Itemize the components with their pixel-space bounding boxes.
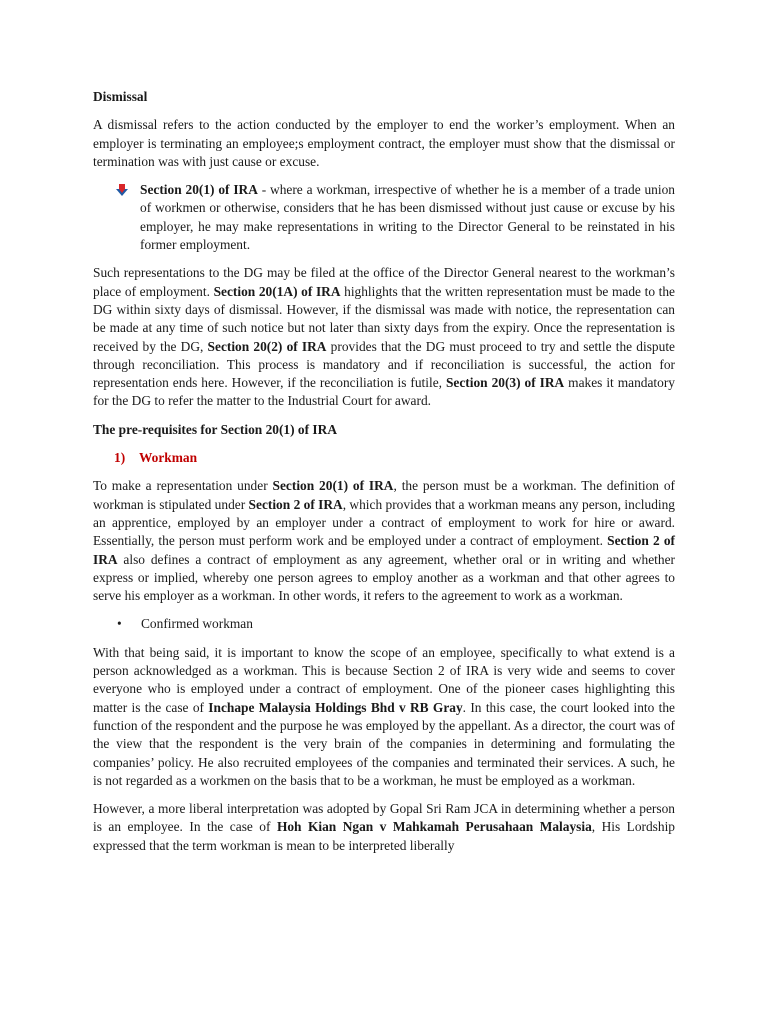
section-ref: Section 20(3) of IRA <box>445 375 565 391</box>
workman-paragraph: To make a representation under Section 20(1) of IRA, the person must be a workman. The definition of workman is stipulated under Section 2 of IRA, which provides that a workman means any person, including an apprentice, employed by an employer under a contract of employment to work for hire or award. Essentially, the person must perform work and be employed under a contract of employment. Section 2 of IRA also defines a contract of employment as any agreement, whether oral or in writing and whether express or implied, whereby one person agrees to employ another as a workman and that other agrees to serve his employer as a workman. In other words, it refers to the agreement to work as a workman. <box>93 478 675 604</box>
section-ref: Section 2 of IRA <box>93 533 675 567</box>
case-name: Hoh Kian Ngan v Mahkamah Perusahaan Malaysia <box>276 819 592 835</box>
section-ref: Section 2 of IRA <box>248 496 343 512</box>
dismissal-paragraph: A dismissal refers to the action conducted by the employer to end the worker’s employment. When an employer is terminating an employee;s employment contract, the employer must show that the dismissal or termination was with just cause or excuse. <box>93 117 675 169</box>
prerequisites-heading: The pre-requisites for Section 20(1) of IRA <box>93 421 337 437</box>
liberal-paragraph: However, a more liberal interpretation was adopted by Gopal Sri Ram JCA in determining whether a person is an employee. In the case of Hoh Kian Ngan v Mahkamah Perusahaan Malaysia, His Lordship expressed that the term workman is mean to be interpreted liberally <box>93 801 675 853</box>
bullet-dot-icon: • <box>117 616 122 632</box>
section-ref: Section 20(1A) of IRA <box>213 283 341 299</box>
workman-label: Workman <box>139 450 198 466</box>
section-ref: Section 20(2) of IRA <box>207 338 327 354</box>
section-ref: Section 20(1) of IRA <box>140 182 258 198</box>
section-20-1-text: Section 20(1) of IRA - where a workman, irrespective of whether he is a member of a trade union of workmen or otherwise, considers that he has been dismissed without just cause or excuse by his employer, he may make representations in writing to the Director General to be reinstated in his former employment. <box>140 182 675 253</box>
workman-numbered-heading <box>93 449 675 467</box>
dismissal-heading: Dismissal <box>93 89 148 104</box>
arrow-down-bullet-icon <box>115 184 129 198</box>
section-ref: Section 20(1) of IRA <box>272 478 394 494</box>
representations-paragraph: Such representations to the DG may be filed at the office of the Director General nearest to the workman’s place of employment. Section 20(1A) of IRA highlights that the written representation must be made to the DG within sixty days of dismissal. However, if the dismissal was made with notice, the representation can be made at any time of such notice but not later than sixty days from the expiry. Once the representation is received by the DG, Section 20(2) of IRA provides that the DG must proceed to try and settle the dispute through reconciliation. This process is mandatory and if reconciliation is successful, the action for representation ends here. However, if the reconciliation is futile, Section 20(3) of IRA makes it mandatory for the DG to refer the matter to the Industrial Court for award. <box>93 265 675 409</box>
confirmed-workman-label: Confirmed workman <box>141 616 253 632</box>
section-20-1-list-item <box>93 181 675 254</box>
scope-paragraph: With that being said, it is important to know the scope of an employee, specifically to what extend is a person acknowledged as a workman. This is because Section 2 of IRA is very wide and seems to cover everyone who is employed under a contract of employment. One of the pioneer cases highlighting this matter is the case of Inchape Malaysia Holdings Bhd v RB Gray. In this case, the court looked into the function of the respondent and the purpose he was employed by the appellant. As a director, the court was of the view that the respondent is the very brain of the companies in determining and formulating the companies’ policy. He also recruited employees of the companies and terminated their services. A such, he is not regarded as a workmen on the basis that to be a workman, he must be employed as a workman. <box>93 644 675 788</box>
case-name: Inchape Malaysia Holdings Bhd v RB Gray <box>208 699 463 715</box>
confirmed-workman-item <box>93 615 675 633</box>
list-number: 1) <box>114 450 126 466</box>
